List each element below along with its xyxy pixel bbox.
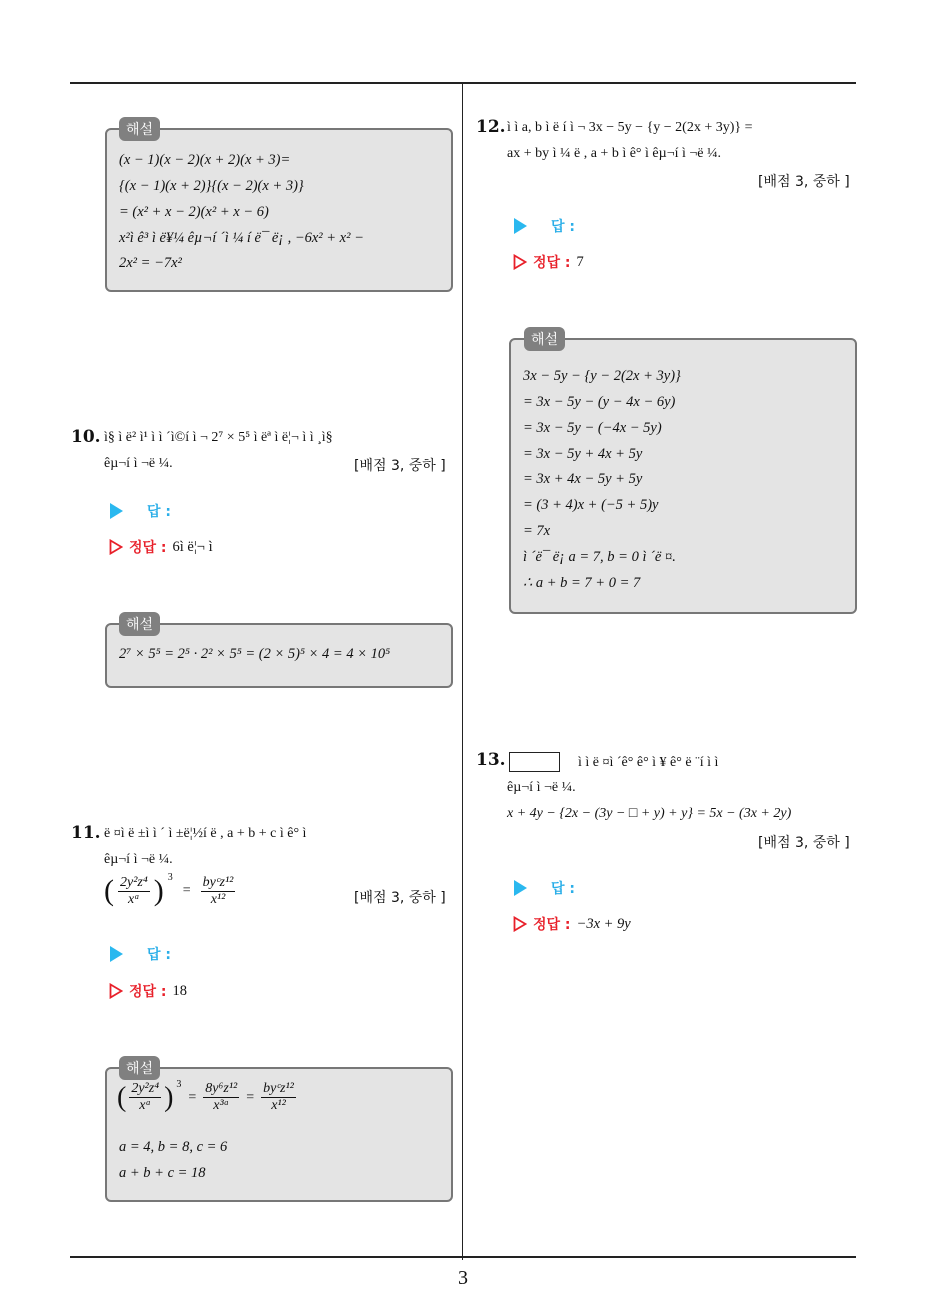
haeseol-tag: 해설 [119,612,160,636]
answer-value: 18 [172,982,188,999]
solution-box-q11 [105,1067,453,1202]
solution-line: = 3x − 5y − (−4x − 5y) [523,420,662,436]
triangle-outline-icon [513,916,527,932]
play-icon [110,946,123,962]
answer-value: −3x + 9y [576,915,631,932]
jeongdap-row [513,252,584,272]
triangle-outline-icon [109,539,123,555]
play-icon [514,880,527,896]
question-number: 10. [71,427,101,447]
solution-line: a = 4, b = 8, c = 6 [119,1139,228,1155]
solution-line: = 3x − 5y − (y − 4x − 6y) [523,394,676,410]
play-icon [110,503,123,519]
page-number: 3 [458,1267,468,1289]
answer-label: 답 : [551,219,575,235]
triangle-outline-icon [109,983,123,999]
solution-line: a + b + c = 18 [119,1165,206,1181]
solution-line: = 7x [523,523,551,539]
jeongdap-row [109,537,213,557]
answer-value: 6ì ë¦¬ ì [172,538,213,555]
solution-line: 2⁷ × 5⁵ = 2⁵ · 2² × 5⁵ = (2 × 5)⁵ × 4 = 4 × 10⁵ [119,646,391,662]
solution-line: 2x² = −7x² [119,255,182,271]
play-icon [514,218,527,234]
solution-line: ì ´ë¯ ë¡ a = 7, b = 0 ì ´ë ¤. [523,549,676,565]
solution-line: = 3x + 4x − 5y + 5y [523,471,643,487]
question-text: ì§ ì ë² ì¹ ì ì ´ì©í ì ¬ 2⁷ × 5⁵ ì ëª ì ë¦¬ ì ì ¸ì§ [104,430,333,445]
question-number: 13. [476,750,506,770]
top-rule [70,82,856,84]
score-label: [배점 3, 중하 ] [758,835,850,851]
answer-label: 답 : [551,881,575,897]
solution-line: = (x² + x − 2)(x² + x − 6) [119,204,269,220]
question-text: ax + by ì ¼ ë , a + b ì ê° ì êµ¬í ì ¬ë ¼. [507,146,721,161]
solution-line: x²ì ê³ ì ë¥¼ êµ¬í ´ì ¼ í ë¯ ë¡ , −6x² + x² − [119,230,364,246]
question-number: 11. [71,823,101,843]
bottom-rule [70,1256,856,1258]
question-equation: x + 4y − {2x − (3y − □ + y) + y} = 5x − (3x + 2y) [507,806,792,821]
solution-line: {(x − 1)(x + 2)}{(x − 2)(x + 3)} [119,178,304,194]
question-text: êµ¬í ì ¬ë ¼. [507,780,576,795]
blank-box [509,752,560,772]
column-divider [462,84,463,1260]
fraction: $\frac{\text{byᶜz¹²}}{\text{x¹²}}$ [202,874,234,907]
question-text: êµ¬í ì ¬ë ¼. [104,456,173,471]
solution-equation: ( $\frac{\text{2y²z⁴}}{\text{xᵃ}}$ ) 3 = $\frac{\text{8y⁶z¹²}}{\text{x³ᵃ}}$ = $\frac{\text{byᶜz¹²}}{\text{x¹²}}$ [117,1079,294,1113]
solution-line: 3x − 5y − {y − 2(2x + 3y)} [523,368,681,384]
solution-line: (x − 1)(x − 2)(x + 2)(x + 3)= [119,152,291,168]
jeongdap-row [513,914,631,934]
solution-line: = 3x − 5y + 4x + 5y [523,446,643,462]
answer-value: 7 [576,253,584,270]
jeongdap-row [109,981,187,1001]
answer-row [514,216,575,236]
answer-label: 답 : [147,504,171,520]
fraction: $\frac{\text{2y²z⁴}}{\text{xᵃ}}$ [120,874,148,907]
solution-line: ∴ a + b = 7 + 0 = 7 [523,575,641,591]
question-text: ë ¤ì ë ±ì ì ´ ì ±ë¦½í ë , a + b + c ì ê° ì [104,826,307,841]
solution-line: = (3 + 4)x + (−5 + 5)y [523,497,659,513]
answer-row [514,878,575,898]
question-text: ì ì ë ¤ì ´ê° ê° ì ¥ ê° ë ¨í ì ì [578,755,719,770]
answer-label: 답 : [147,947,171,963]
triangle-outline-icon [513,254,527,270]
question-text: ì ì a, b ì ë í ì ¬ 3x − 5y − {y − 2(2x + 3y)} = [507,120,753,135]
score-label: [배점 3, 중하 ] [758,174,850,190]
solution-box-q9 [105,128,453,292]
question-text: êµ¬í ì ¬ë ¼. [104,852,173,867]
question-number: 12. [476,117,506,137]
answer-row [110,944,171,964]
jeongdap-label: 정답 : [129,984,167,1000]
score-label: [배점 3, 중하 ] [354,458,446,474]
answer-row [110,501,171,521]
equation: ( $\frac{\text{2y²z⁴}}{\text{xᵃ}}$ ) 3 = $\frac{\text{byᶜz¹²}}{\text{x¹²}}$ [104,871,234,907]
jeongdap-label: 정답 : [533,917,571,933]
jeongdap-label: 정답 : [129,540,167,556]
solution-box-q12 [509,338,857,614]
haeseol-tag: 해설 [119,1056,160,1080]
jeongdap-label: 정답 : [533,255,571,271]
haeseol-tag: 해설 [119,117,160,141]
haeseol-tag: 해설 [524,327,565,351]
score-label: [배점 3, 중하 ] [354,890,446,906]
